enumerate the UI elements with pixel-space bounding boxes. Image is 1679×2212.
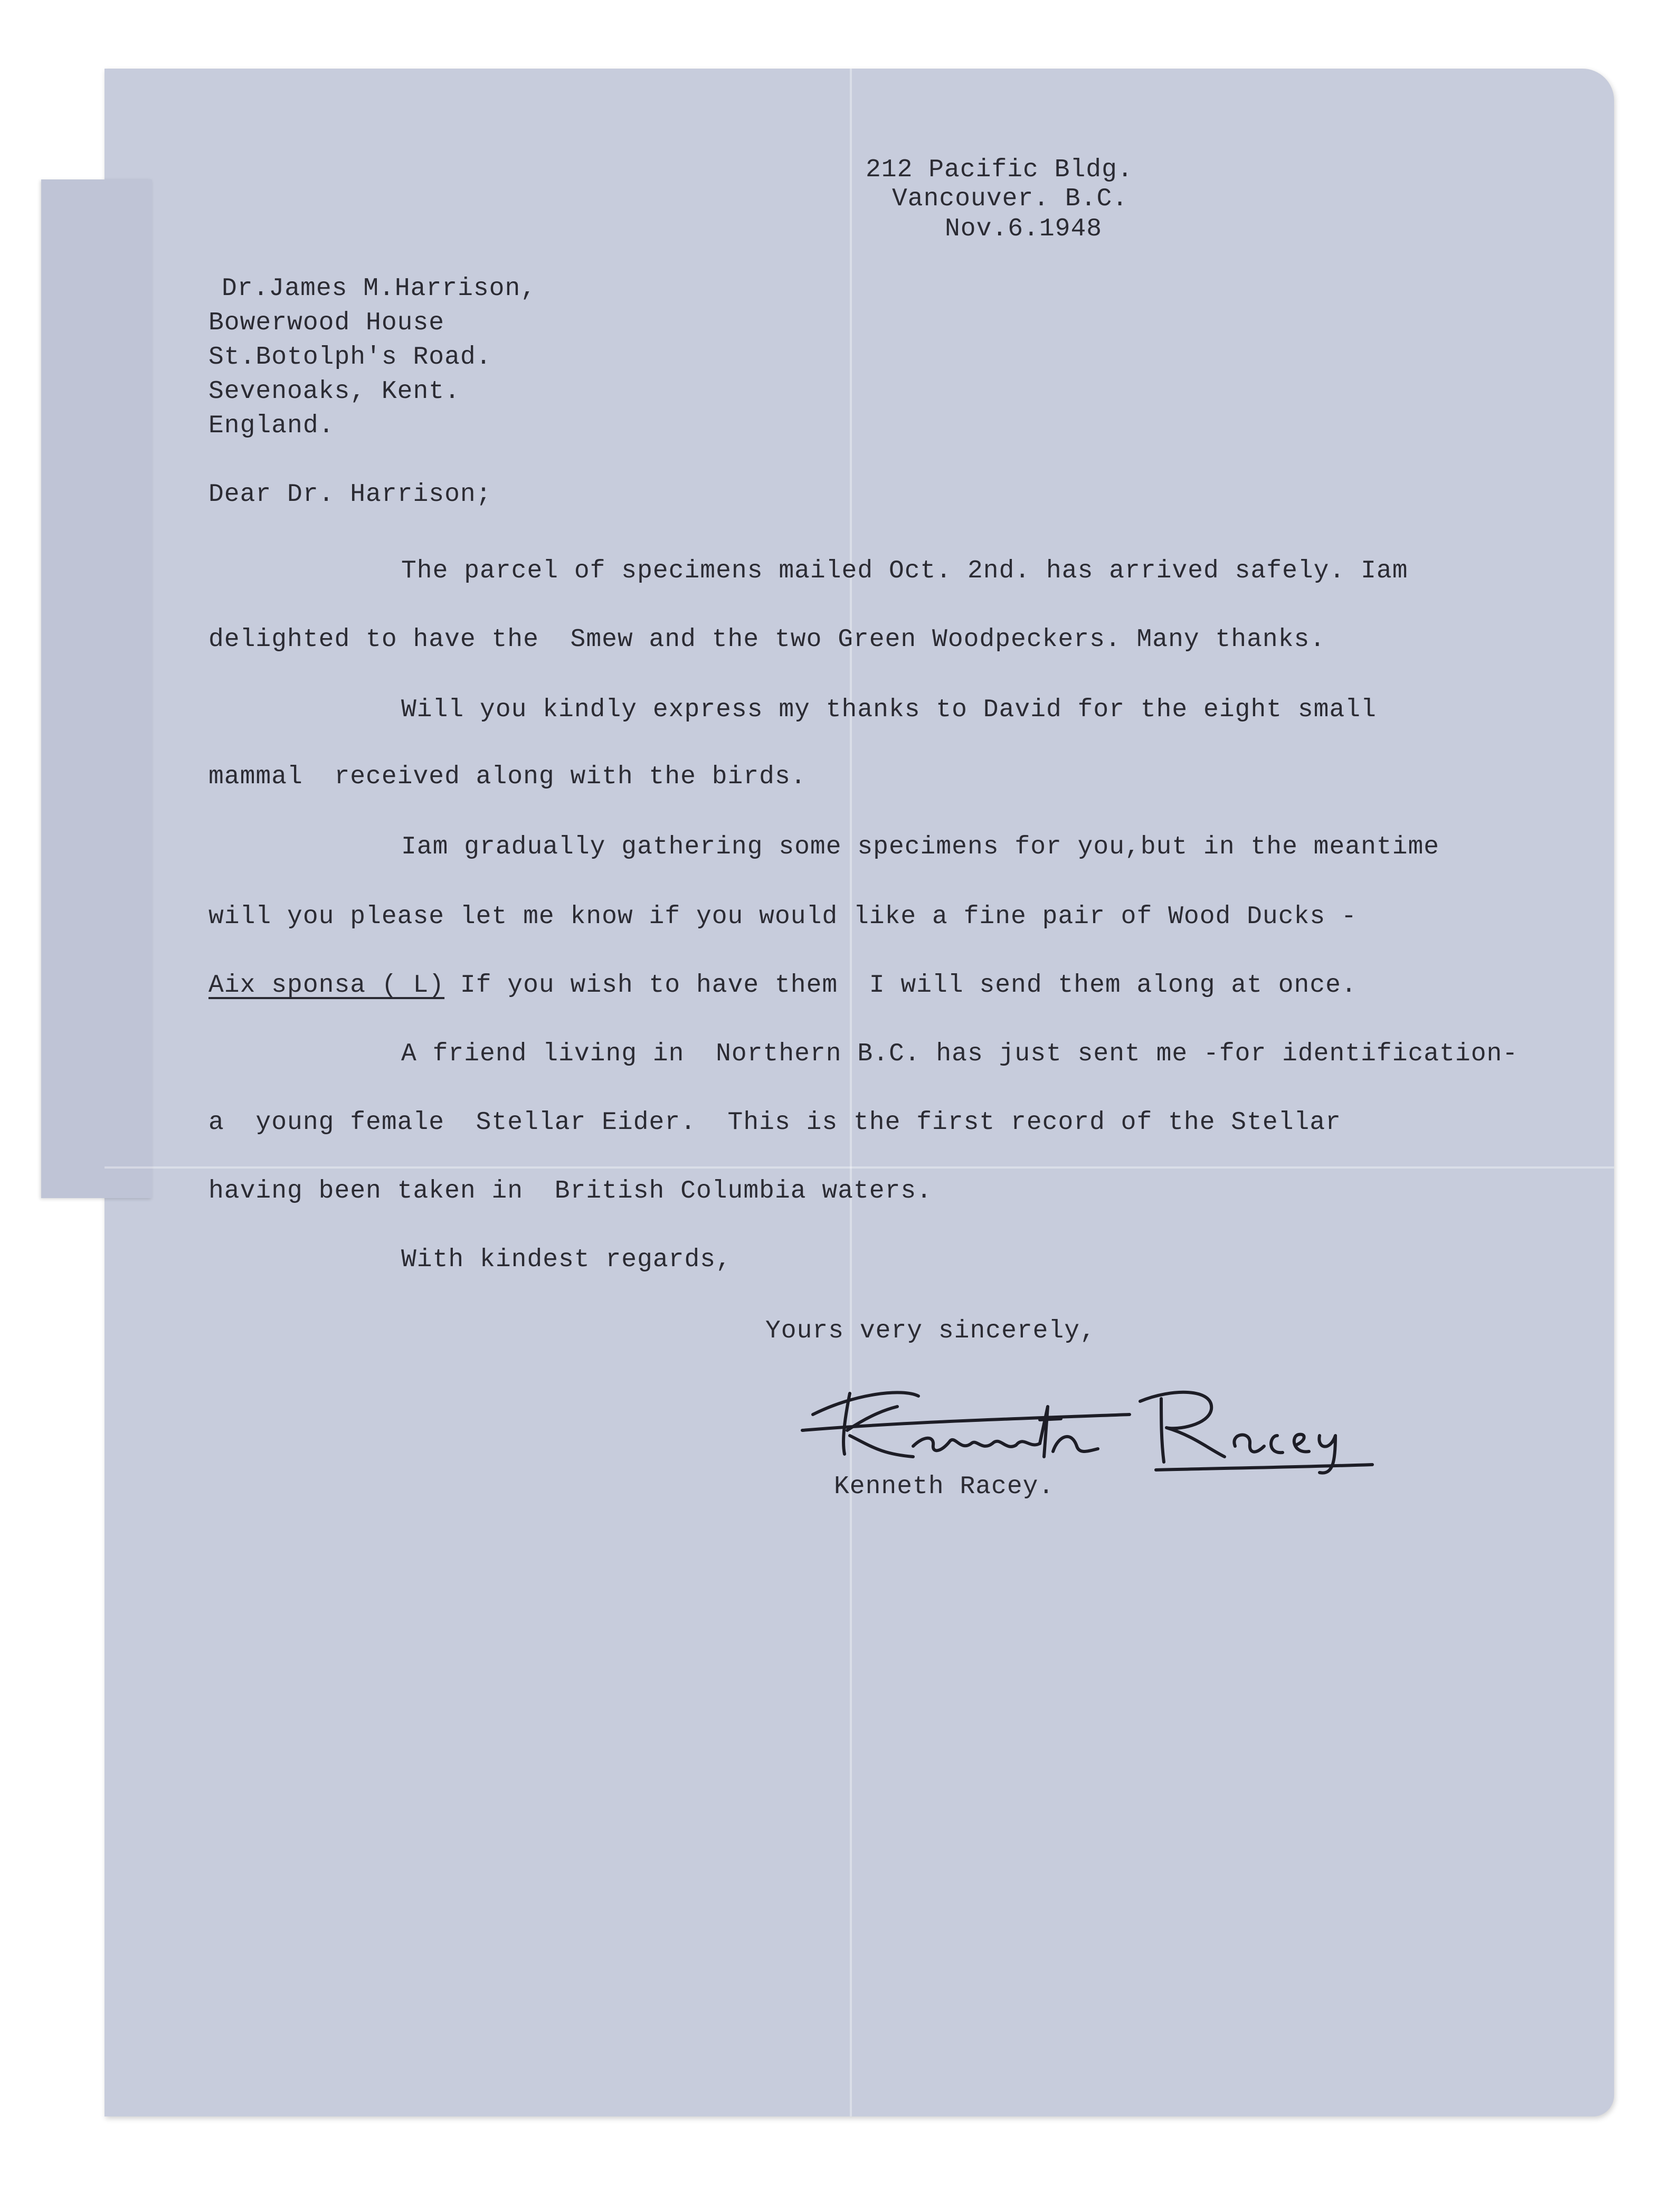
paragraph-4-line-3: having been taken in British Columbia waters.	[208, 1177, 933, 1205]
paragraph-3-line-2: will you please let me know if you would like a fine pair of Wood Ducks -	[208, 903, 1357, 931]
recipient-name: Dr.James M.Harrison,	[222, 274, 537, 303]
paragraph-3-line-3	[208, 971, 1357, 1000]
recipient-house: Bowerwood House	[208, 309, 445, 337]
recipient-country: England.	[208, 412, 335, 440]
salutation: Dear Dr. Harrison;	[208, 480, 492, 509]
paragraph-4-line-1: A friend living in Northern B.C. has just sent me -for identification-	[401, 1040, 1519, 1068]
recipient-town: Sevenoaks, Kent.	[208, 377, 460, 406]
paragraph-3-line-3-rest: If you wish to have them I will send them along at once.	[444, 971, 1357, 1000]
fold-crease-horizontal	[105, 1166, 1614, 1169]
paragraph-2-line-2: mammal received along with the birds.	[208, 763, 807, 791]
letter-date: Nov.6.1948	[945, 215, 1103, 243]
folded-flap	[41, 179, 152, 1198]
paragraph-1-line-1: The parcel of specimens mailed Oct. 2nd. has arrived safely. Iam	[401, 557, 1408, 585]
fold-crease-vertical	[850, 69, 852, 2116]
species-name: Aix sponsa ( L)	[208, 971, 445, 1000]
paragraph-2-line-1: Will you kindly express my thanks to David for the eight small	[401, 696, 1377, 724]
typed-name: Kenneth Racey.	[834, 1473, 1055, 1501]
paragraph-4-line-2: a young female Stellar Eider. This is the first record of the Stellar	[208, 1108, 1341, 1137]
paragraph-5: With kindest regards,	[401, 1246, 732, 1274]
handwritten-signature	[792, 1356, 1383, 1478]
closing: Yours very sincerely,	[765, 1317, 1096, 1345]
paragraph-1-line-2: delighted to have the Smew and the two Green Woodpeckers. Many thanks.	[208, 625, 1326, 654]
recipient-road: St.Botolph's Road.	[208, 343, 492, 372]
letter-sheet	[105, 69, 1614, 2116]
sender-address-line2: Vancouver. B.C.	[892, 185, 1128, 213]
sender-address-line1: 212 Pacific Bldg.	[866, 156, 1133, 184]
paragraph-3-line-1: Iam gradually gathering some specimens for you,but in the meantime	[401, 833, 1440, 861]
